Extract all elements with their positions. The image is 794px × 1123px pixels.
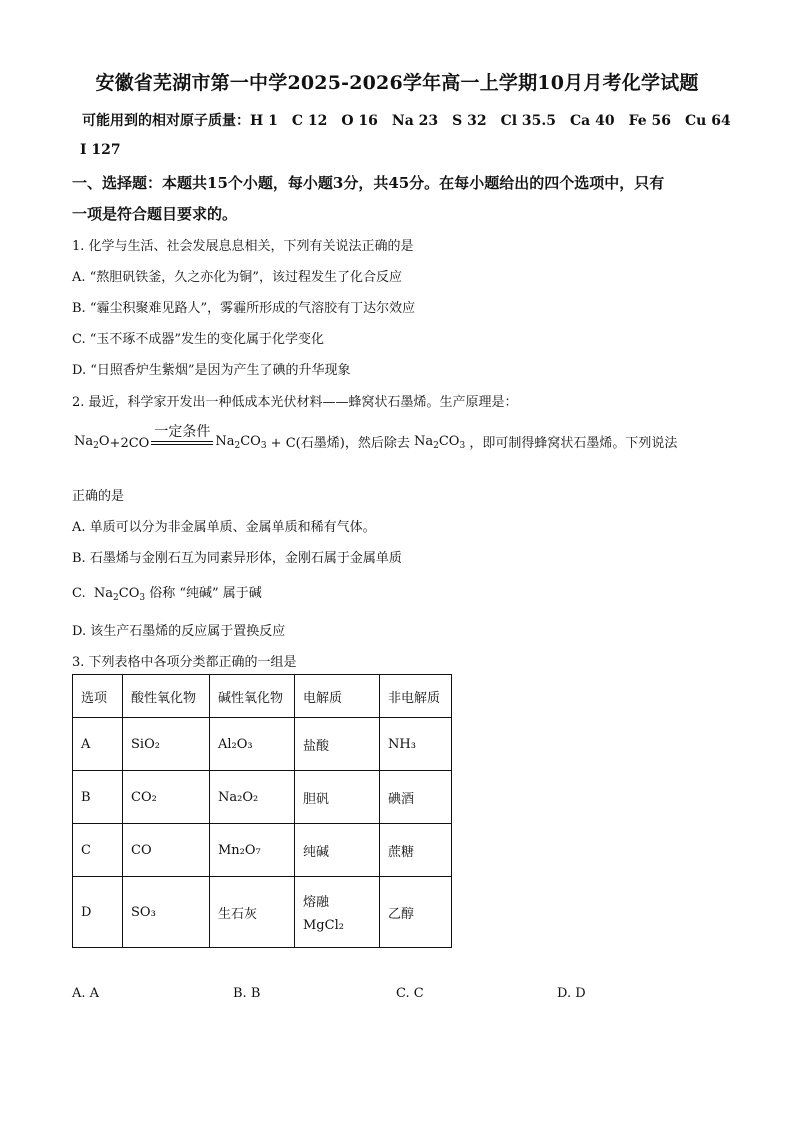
formula-na2o: $Na_2O$ bbox=[74, 434, 110, 451]
q1-option-d: D. “日照香炉生紫烟”是因为产生了碘的升华现象 bbox=[72, 363, 351, 378]
q2-equation: $Na_2O$ +2CO 一定条件 $Na_2CO_3$ + C(石墨烯) ，然后除去 $Na_2CO_3$ ，即可制得蜂窝状石墨烯。下列说法 bbox=[74, 424, 678, 451]
q2-option-a: A. 单质可以分为非金属单质、金属单质和稀有气体。 bbox=[72, 520, 376, 535]
section-heading-line2: 一项是符合题目要求的。 bbox=[72, 205, 238, 223]
reaction-arrow bbox=[151, 424, 213, 451]
q3-answer-b: B. B bbox=[233, 986, 261, 1001]
q3-answer-a: A. A bbox=[72, 986, 100, 1001]
q2-stem-end: 正确的是 bbox=[72, 489, 125, 504]
formula-graphene: C(石墨烯) bbox=[285, 436, 345, 451]
q3-stem: 3. 下列表格中各项分类都正确的一组是 bbox=[72, 655, 297, 670]
q1-option-a: A. “熬胆矾铁釜，久之亦化为铜”，该过程发生了化合反应 bbox=[72, 270, 402, 285]
exam-title: 安徽省芜湖市第一中学2025-2026学年高一上学期10月月考化学试题 bbox=[95, 72, 699, 94]
q2-option-b: B. 石墨烯与金刚石互为同素异形体，金刚石属于金属单质 bbox=[72, 551, 402, 566]
header-acidic-oxide: 酸性氧化物 bbox=[123, 675, 210, 718]
formula-na2co3: $Na_2CO_3$ bbox=[215, 434, 267, 451]
reaction-condition: 一定条件 bbox=[154, 424, 211, 440]
header-basic-oxide: 碱性氧化物 bbox=[210, 675, 295, 718]
q2-option-d: D. 该生产石墨烯的反应属于置换反应 bbox=[72, 624, 286, 639]
q1-option-c: C. “玉不琢不成器”发生的变化属于化学变化 bbox=[72, 332, 325, 347]
classification-table bbox=[72, 674, 452, 948]
section-heading-line1: 一、选择题：本题共15个小题，每小题3分，共45分。在每小题给出的四个选项中，只有 bbox=[72, 174, 665, 192]
q1-stem: 1. 化学与生活、社会发展息息相关，下列有关说法正确的是 bbox=[72, 239, 414, 254]
table-header-row bbox=[73, 675, 452, 718]
eq-tail-1: ，然后除去 bbox=[344, 436, 410, 451]
header-electrolyte: 电解质 bbox=[295, 675, 380, 718]
eq-tail-2: ，即可制得蜂窝状石墨烯。下列说法 bbox=[469, 436, 678, 451]
table-row: C CO Mn₂O₇ 纯碱 蔗糖 bbox=[73, 824, 452, 877]
q3-answer-c: C. C bbox=[396, 986, 424, 1001]
formula-na2co3-2: $Na_2CO_3$ bbox=[409, 434, 466, 451]
q3-answer-d: D. D bbox=[557, 986, 586, 1001]
table-row: B CO₂ Na₂O₂ 胆矾 碘酒 bbox=[73, 771, 452, 824]
header-non-electrolyte: 非电解质 bbox=[380, 675, 452, 718]
table-row: D SO₃ 生石灰 熔融 MgCl₂ 乙醇 bbox=[73, 877, 452, 948]
q1-option-b: B. “霾尘积聚难见路人”，雾霾所形成的气溶胶有丁达尔效应 bbox=[72, 301, 416, 316]
atomic-masses-line2: I 127 bbox=[80, 142, 121, 158]
q2-option-c: C. $Na_2CO_3$ 俗称 “纯碱” 属于碱 bbox=[72, 586, 262, 603]
table-row: A SiO₂ Al₂O₃ 盐酸 NH₃ bbox=[73, 718, 452, 771]
atomic-masses-line1: 可能用到的相对原子质量：H 1 C 12 O 16 Na 23 S 32 Cl 35.5 Ca 40 Fe 56 Cu 64 bbox=[82, 113, 731, 129]
q2-stem: 2. 最近，科学家开发出一种低成本光伏材料——蜂窝状石墨烯。生产原理是： bbox=[72, 395, 518, 410]
header-option: 选项 bbox=[73, 675, 123, 718]
